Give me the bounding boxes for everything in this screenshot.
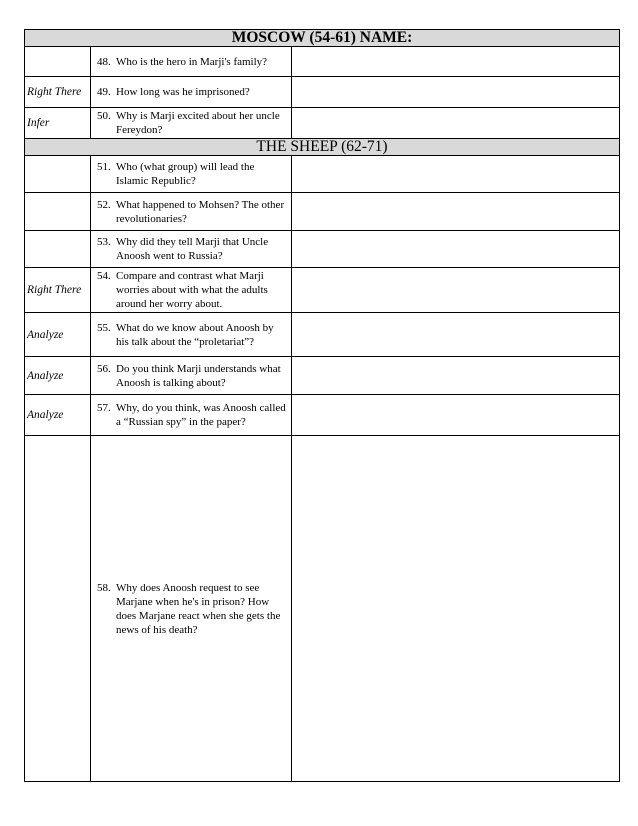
- answer-cell[interactable]: [292, 77, 620, 108]
- question-type-label: Right There: [25, 268, 91, 313]
- question-type-label: [25, 47, 91, 77]
- question-number: 54.: [97, 270, 111, 282]
- question-row: [25, 313, 620, 357]
- question-row: [25, 47, 620, 77]
- answer-cell[interactable]: [292, 313, 620, 357]
- question-text: Why does Anoosh request to see Marjane when he's in prison? How does Marjane react when she gets the news of his death?: [116, 581, 281, 636]
- question-row: [25, 156, 620, 193]
- answer-cell[interactable]: [292, 156, 620, 193]
- answer-cell[interactable]: [292, 47, 620, 77]
- question-number: 56.: [97, 362, 111, 375]
- question-text: Who is the hero in Marji's family?: [116, 55, 268, 68]
- question-type-label: Analyze: [25, 313, 91, 357]
- question-cell: [91, 108, 292, 139]
- question-number: 58.: [97, 581, 111, 594]
- question-text: Why is Marji excited about her uncle Fereydon?: [116, 110, 280, 136]
- question-cell: [91, 193, 292, 231]
- question-type-label: [25, 231, 91, 268]
- question-text: Why did they tell Marji that Uncle Anoosh went to Russia?: [116, 236, 269, 262]
- question-type-label: Analyze: [25, 357, 91, 395]
- question-cell: [91, 313, 292, 357]
- answer-cell[interactable]: [292, 193, 620, 231]
- section-title: MOSCOW (54-61) NAME:: [25, 30, 620, 47]
- question-cell: [91, 47, 292, 77]
- question-type-label: Analyze: [25, 395, 91, 436]
- question-type-label: [25, 156, 91, 193]
- question-row: [25, 108, 620, 139]
- question-cell: [91, 436, 292, 782]
- question-row: [25, 357, 620, 395]
- question-row: [25, 395, 620, 436]
- answer-cell[interactable]: [292, 357, 620, 395]
- question-cell: [91, 231, 292, 268]
- section-header-moscow: [25, 30, 620, 47]
- question-cell: [91, 77, 292, 108]
- question-row: [25, 77, 620, 108]
- question-type-label: Infer: [25, 108, 91, 139]
- question-row: [25, 193, 620, 231]
- answer-cell[interactable]: [292, 436, 620, 782]
- question-number: 48.: [97, 55, 111, 68]
- question-number: 53.: [97, 236, 111, 248]
- question-number: 57.: [97, 402, 111, 414]
- question-row: [25, 231, 620, 268]
- question-text: What happened to Mohsen? The other revolutionaries?: [116, 198, 285, 225]
- question-row: [25, 268, 620, 313]
- answer-cell[interactable]: [292, 395, 620, 436]
- question-number: 51.: [97, 161, 111, 173]
- question-number: 52.: [97, 198, 111, 211]
- question-cell: [91, 268, 292, 313]
- question-text: Who (what group) will lead the Islamic Republic?: [116, 161, 255, 187]
- answer-cell[interactable]: [292, 231, 620, 268]
- section-title: THE SHEEP (62-71): [25, 139, 620, 156]
- question-cell: [91, 395, 292, 436]
- question-number: 50.: [97, 110, 111, 122]
- question-text: How long was he imprisoned?: [116, 86, 250, 98]
- question-cell: [91, 156, 292, 193]
- question-cell: [91, 357, 292, 395]
- question-text: Do you think Marji understands what Anoosh is talking about?: [116, 362, 281, 389]
- answer-cell[interactable]: [292, 108, 620, 139]
- question-type-label: [25, 436, 91, 782]
- question-row: [25, 436, 620, 782]
- question-type-label: [25, 193, 91, 231]
- answer-cell[interactable]: [292, 268, 620, 313]
- question-text: What do we know about Anoosh by his talk about the “proletariat”?: [116, 321, 274, 348]
- question-text: Compare and contrast what Marji worries about with what the adults around her worry about.: [116, 270, 268, 310]
- question-number: 49.: [97, 86, 111, 98]
- worksheet-table: [24, 29, 620, 782]
- question-type-label: Right There: [25, 77, 91, 108]
- section-header-sheep: [25, 139, 620, 156]
- question-text: Why, do you think, was Anoosh called a “Russian spy” in the paper?: [116, 402, 286, 428]
- question-number: 55.: [97, 321, 111, 334]
